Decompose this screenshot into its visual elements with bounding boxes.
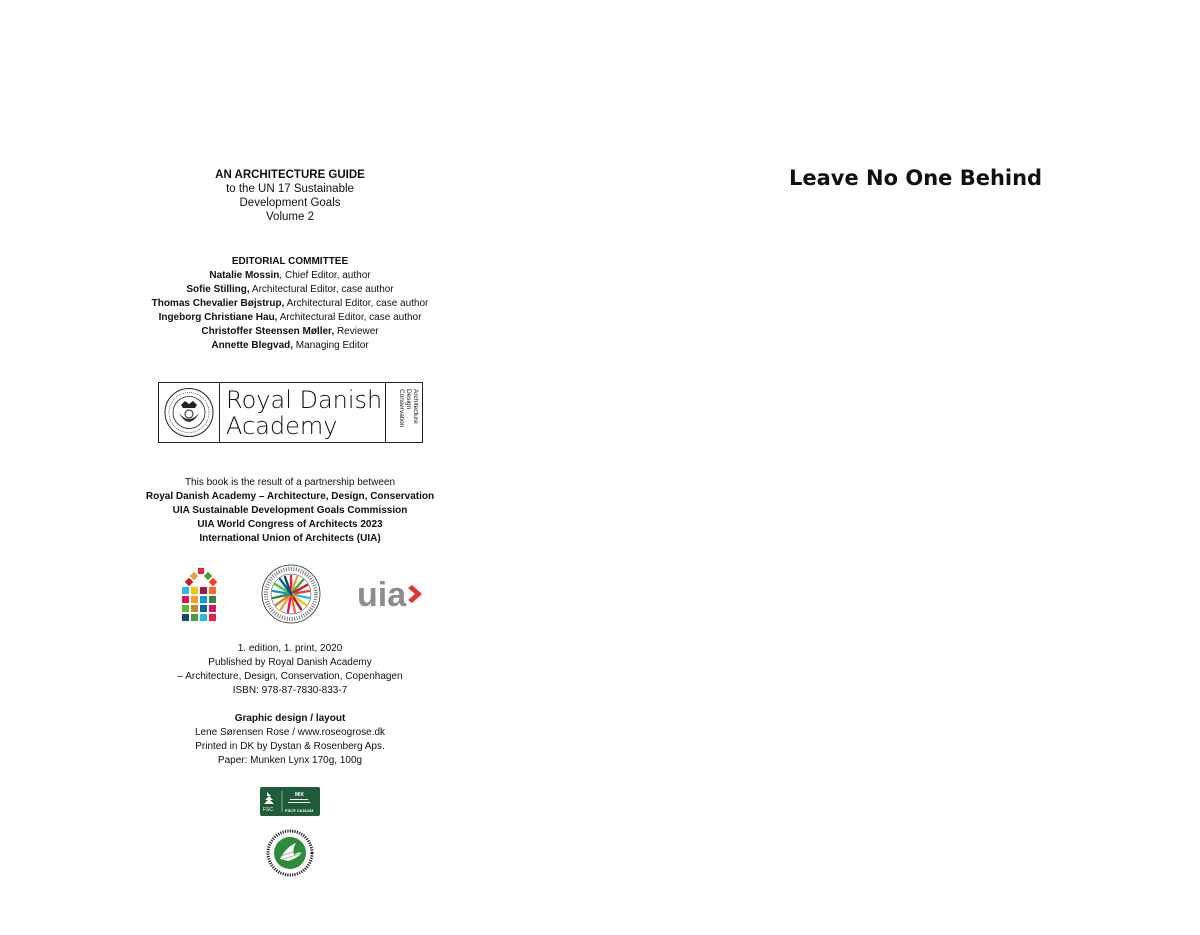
academy-disciplines-text (398, 389, 419, 439)
academy-disciplines (385, 383, 422, 442)
world-congress-logo (262, 565, 320, 623)
book-subtitle-line: Development Goals (239, 197, 341, 209)
editorial-member (0, 311, 580, 325)
partnership-block (0, 476, 580, 546)
book-title: AN ARCHITECTURE GUIDE (215, 169, 365, 181)
editorial-member (0, 297, 580, 311)
member-role: Architectural Editor, case author (277, 312, 422, 323)
member-role: Architectural Editor, case author (284, 298, 429, 309)
edition-line: Published by Royal Danish Academy (208, 657, 372, 668)
edition-block (0, 642, 580, 698)
design-credits (0, 712, 580, 768)
editorial-member (0, 339, 580, 353)
academy-seal-icon (159, 383, 220, 442)
member-name: Annette Blegvad, (211, 340, 294, 351)
svg-text:FSC: FSC (263, 807, 273, 813)
design-heading: Graphic design / layout (234, 713, 346, 724)
partner-name: International Union of Architects (UIA) (199, 533, 381, 544)
svg-text:MIX: MIX (295, 792, 304, 798)
sdg-house-logo (182, 568, 217, 621)
svg-text:FSC® C016433: FSC® C016433 (285, 808, 314, 813)
edition-line: – Architecture, Design, Conservation, Copenhagen (177, 671, 403, 682)
design-line: Lene Sørensen Rose / www.roseogrose.dk (194, 727, 386, 738)
member-name: Natalie Mossin (209, 270, 280, 281)
member-role: , Chief Editor, author (279, 270, 371, 281)
member-role: Reviewer (334, 326, 379, 337)
editorial-member (0, 269, 580, 283)
discipline-label: Conservation (398, 389, 405, 428)
uia-logo (357, 576, 422, 614)
nordic-swan-ecolabel-icon (266, 829, 314, 877)
editorial-member (0, 283, 580, 297)
partner-name: UIA World Congress of Architects 2023 (197, 519, 383, 530)
member-role: Architectural Editor, case author (249, 284, 394, 295)
left-page (0, 0, 580, 935)
discipline-label: Design (405, 389, 412, 410)
editorial-committee (0, 255, 580, 353)
book-subtitle-line: to the UN 17 Sustainable (226, 183, 354, 195)
isbn: ISBN: 978-87-7830-833-7 (232, 685, 348, 696)
academy-name-line: Academy (226, 412, 338, 440)
academy-name (226, 387, 382, 439)
book-volume: Volume 2 (266, 211, 314, 223)
member-name: Thomas Chevalier Bøjstrup, (151, 298, 285, 309)
right-page (600, 0, 1200, 935)
svg-text:uia: uia (357, 576, 407, 614)
page-headline: Leave No One Behind (789, 166, 1043, 190)
academy-name-line: Royal Danish (226, 386, 383, 414)
member-role: Managing Editor (293, 340, 369, 351)
editorial-heading: EDITORIAL COMMITTEE (231, 256, 349, 267)
partnership-intro: This book is the result of a partnership between (184, 477, 396, 488)
partner-name: UIA Sustainable Development Goals Commission (172, 505, 408, 516)
editorial-member (0, 325, 580, 339)
partner-name: Royal Danish Academy – Architecture, Design, Conservation (145, 491, 435, 502)
member-name: Sofie Stilling, (186, 284, 250, 295)
edition-line: 1. edition, 1. print, 2020 (237, 643, 343, 654)
design-line: Paper: Munken Lynx 170g, 100g (217, 755, 363, 766)
book-title-block (0, 168, 580, 224)
design-line: Printed in DK by Dystan & Rosenberg Aps. (195, 741, 385, 752)
fsc-logo (260, 787, 321, 817)
partner-logos (0, 563, 580, 625)
discipline-label: Architecture (412, 389, 419, 424)
member-name: Ingeborg Christiane Hau, (158, 312, 278, 323)
royal-danish-academy-logo (158, 382, 423, 443)
member-name: Christoffer Steensen Møller, (201, 326, 335, 337)
